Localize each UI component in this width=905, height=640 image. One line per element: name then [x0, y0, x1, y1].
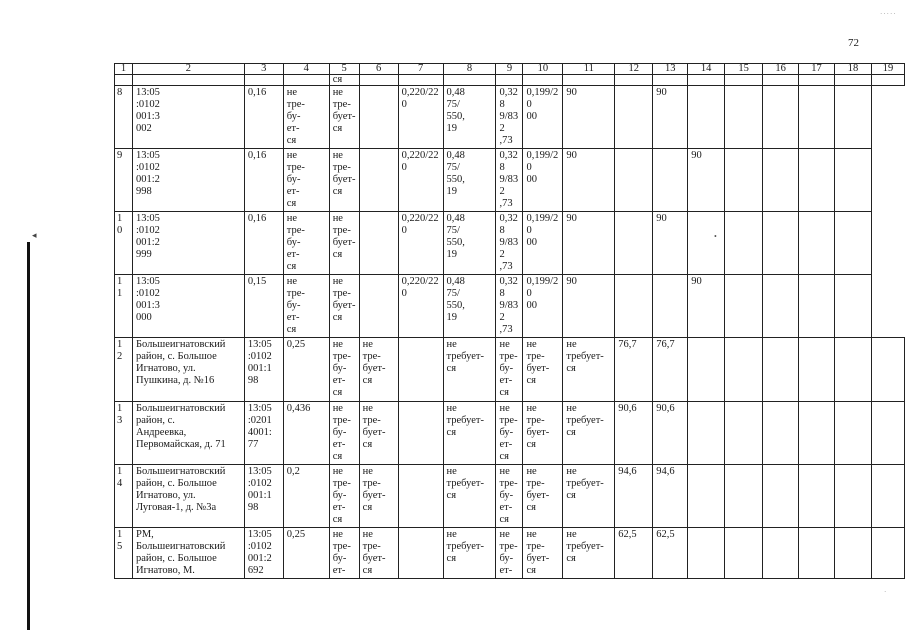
table-cell: не тре- бу- ет- ся — [283, 149, 329, 212]
address-cell: Большеигнатовский район, с. Большое Игнатово, ул. Пушкина, д. №16 — [132, 338, 244, 402]
table-cell — [799, 149, 835, 212]
table-cell: не требует- ся — [443, 465, 496, 528]
row-number-cell: 1 0 — [115, 212, 133, 275]
table-cell: не тре- бу- ет- ся — [329, 402, 359, 465]
table-cell — [725, 75, 763, 86]
column-number: 2 — [132, 64, 244, 75]
table-cell — [871, 465, 904, 528]
row-number-cell: 1 3 — [115, 402, 133, 465]
table-cell — [615, 75, 653, 86]
table-cell: не тре- бует- ся — [329, 212, 359, 275]
table-cell — [835, 402, 872, 465]
table-cell: 0,48 75/ 550, 19 — [443, 149, 496, 212]
table-cell: не тре- бует- ся — [523, 528, 563, 579]
table-cell: 13:05 :0102 001:1 98 — [244, 338, 283, 402]
table-cell: 0,220/22 0 — [398, 275, 443, 338]
table-cell: 13:05 :0102 001:3 002 — [132, 86, 244, 149]
table-cell — [523, 75, 563, 86]
table-cell: не тре- бует- ся — [329, 86, 359, 149]
column-number: 14 — [688, 64, 725, 75]
row-number-cell: 1 1 — [115, 275, 133, 338]
table-cell: 62,5 — [653, 528, 688, 579]
table-cell: не тре- бует- ся — [329, 275, 359, 338]
column-number: 1 — [115, 64, 133, 75]
table-cell — [688, 528, 725, 579]
table-cell: не требует- ся — [563, 465, 615, 528]
table-cell: не тре- бует- ся — [359, 338, 398, 402]
table-cell: не тре- бу- ет- ся — [496, 465, 523, 528]
table-cell — [763, 402, 799, 465]
table-cell — [359, 275, 398, 338]
table-cell — [871, 338, 904, 402]
table-cell: не тре- бует- ся — [523, 402, 563, 465]
table-cell — [688, 338, 725, 402]
table-cell: 76,7 — [653, 338, 688, 402]
column-number-row — [115, 64, 905, 75]
table-cell — [871, 528, 904, 579]
table-row — [115, 86, 905, 149]
table-cell: 90 — [653, 212, 688, 275]
table-cell: 0,15 — [244, 275, 283, 338]
table-cell: 13:05 :0102 001:3 000 — [132, 275, 244, 338]
table-cell: не тре- бует- ся — [359, 402, 398, 465]
table-cell — [398, 338, 443, 402]
table-cell — [763, 465, 799, 528]
table-cell: 0,220/22 0 — [398, 86, 443, 149]
table-cell: 0,328 9/832 ,73 — [496, 275, 523, 338]
table-cell: 90 — [563, 149, 615, 212]
column-number: 17 — [799, 64, 835, 75]
row-number-cell: 9 — [115, 149, 133, 212]
table-cell: не тре- бу- ет- ся — [283, 86, 329, 149]
table-cell: не тре- бует- ся — [523, 338, 563, 402]
column-number: 3 — [244, 64, 283, 75]
table-row — [115, 149, 905, 212]
table-cell — [615, 149, 653, 212]
table-cell: 0,199/20 00 — [523, 149, 563, 212]
table-cell: 0,328 9/832 ,73 — [496, 149, 523, 212]
table-cell — [799, 212, 835, 275]
table-cell — [615, 86, 653, 149]
table-row — [115, 528, 905, 579]
table-cell: не тре- бует- ся — [523, 465, 563, 528]
table-cell — [688, 86, 725, 149]
table-cell: 0,48 75/ 550, 19 — [443, 212, 496, 275]
table-cell: 94,6 — [615, 465, 653, 528]
table-cell — [725, 149, 763, 212]
table-cell — [835, 75, 872, 86]
table-cell — [725, 465, 763, 528]
row-number-cell: 1 2 — [115, 338, 133, 402]
table-cell — [653, 275, 688, 338]
table-cell: 90 — [653, 86, 688, 149]
table-cell — [799, 528, 835, 579]
table-cell: 0,16 — [244, 149, 283, 212]
table-cell — [763, 86, 799, 149]
table-cell — [398, 528, 443, 579]
table-cell: 13:05 :0102 001:1 98 — [244, 465, 283, 528]
binding-edge — [27, 242, 30, 630]
table-cell — [359, 212, 398, 275]
table-cell — [725, 528, 763, 579]
row-number-cell: 8 — [115, 86, 133, 149]
column-number: 13 — [653, 64, 688, 75]
scan-artifact-mark: • — [714, 232, 717, 241]
table-cell: 90 — [688, 149, 725, 212]
column-number: 16 — [763, 64, 799, 75]
table-cell: 0,48 75/ 550, 19 — [443, 86, 496, 149]
scan-artifact-mark: · — [884, 588, 887, 596]
column-number: 19 — [871, 64, 904, 75]
table-row — [115, 465, 905, 528]
table-cell: не требует- ся — [443, 338, 496, 402]
table-cell: не тре- бу- ет- ся — [329, 465, 359, 528]
table-cell — [799, 75, 835, 86]
table-cell: 90,6 — [653, 402, 688, 465]
row-number-cell: 1 5 — [115, 528, 133, 579]
table-cell — [763, 212, 799, 275]
table-cell: не требует- ся — [563, 528, 615, 579]
table-cell: не тре- бует- ся — [359, 528, 398, 579]
table-cell: 94,6 — [653, 465, 688, 528]
table-cell: 62,5 — [615, 528, 653, 579]
table-cell: ся — [329, 75, 359, 86]
table-cell — [871, 402, 904, 465]
table-cell — [799, 338, 835, 402]
table-cell: не тре- бу- ет- — [496, 528, 523, 579]
table-cell: 13:05 :0102 001:2 999 — [132, 212, 244, 275]
table-cell — [688, 402, 725, 465]
table-cell: не тре- бу- ет- ся — [283, 275, 329, 338]
column-number: 6 — [359, 64, 398, 75]
table-cell: 0,199/20 00 — [523, 86, 563, 149]
table-cell: 0,199/20 00 — [523, 212, 563, 275]
table-cell — [496, 75, 523, 86]
table-cell — [725, 275, 763, 338]
table-cell — [398, 465, 443, 528]
table-cell — [359, 86, 398, 149]
table-cell: 13:05 :0102 001:2 998 — [132, 149, 244, 212]
scan-artifact-mark: ····· — [880, 10, 897, 18]
table-cell — [563, 75, 615, 86]
table-cell — [835, 149, 872, 212]
table-cell — [653, 149, 688, 212]
table-cell: 0,48 75/ 550, 19 — [443, 275, 496, 338]
column-number: 12 — [615, 64, 653, 75]
column-number: 9 — [496, 64, 523, 75]
address-cell: Большеигнатовский район, с. Андреевка, Первомайская, д. 71 — [132, 402, 244, 465]
table-cell — [835, 465, 872, 528]
column-number: 8 — [443, 64, 496, 75]
table-cell: не тре- бу- ет- ся — [496, 338, 523, 402]
table-cell — [725, 86, 763, 149]
table-row — [115, 212, 905, 275]
table-cell — [763, 149, 799, 212]
table-cell: не тре- бует- ся — [359, 465, 398, 528]
table-cell: не требует- ся — [443, 402, 496, 465]
table-cell — [615, 212, 653, 275]
address-cell: РМ, Большеигнатовский район, с. Большое Игнатово, М. — [132, 528, 244, 579]
column-number: 5 — [329, 64, 359, 75]
table-cell: не требует- ся — [443, 528, 496, 579]
table-cell: 0,16 — [244, 212, 283, 275]
table-cell — [725, 212, 763, 275]
table-row — [115, 275, 905, 338]
table-row — [115, 402, 905, 465]
table-cell: не тре- бу- ет- ся — [329, 338, 359, 402]
table-cell — [115, 75, 133, 86]
table-cell: 13:05 :0102 001:2 692 — [244, 528, 283, 579]
address-cell: Большеигнатовский район, с. Большое Игнатово, ул. Луговая-1, д. №3а — [132, 465, 244, 528]
table-cell — [763, 275, 799, 338]
table-cell — [725, 338, 763, 402]
table-cell — [283, 75, 329, 86]
table-cell — [799, 402, 835, 465]
table-cell — [398, 75, 443, 86]
table-cell: 0,328 9/832 ,73 — [496, 86, 523, 149]
data-table — [114, 63, 905, 579]
column-number: 7 — [398, 64, 443, 75]
column-number: 11 — [563, 64, 615, 75]
table-cell — [244, 75, 283, 86]
page-number: 72 — [848, 37, 859, 49]
table-cell: 0,220/22 0 — [398, 212, 443, 275]
table-cell: 13:05 :0201 4001: 77 — [244, 402, 283, 465]
table-cell — [835, 86, 872, 149]
table-cell — [799, 465, 835, 528]
table-cell: 90 — [563, 86, 615, 149]
table-cell — [835, 275, 872, 338]
table-cell: не тре- бу- ет- — [329, 528, 359, 579]
table-cell — [763, 528, 799, 579]
table-cell — [398, 402, 443, 465]
table-cell: 90 — [563, 275, 615, 338]
table-cell — [835, 212, 872, 275]
table-cell — [799, 86, 835, 149]
table-cell — [653, 75, 688, 86]
table-cell — [763, 338, 799, 402]
column-number: 18 — [835, 64, 872, 75]
table-cell — [615, 275, 653, 338]
table-cell: не тре- бу- ет- ся — [283, 212, 329, 275]
table-cell: 0,16 — [244, 86, 283, 149]
table-cell: 0,199/20 00 — [523, 275, 563, 338]
table-cell — [799, 275, 835, 338]
table-cell: не требует- ся — [563, 402, 615, 465]
table-cell — [763, 75, 799, 86]
table-cell: 0,2 — [283, 465, 329, 528]
table-cell: 90,6 — [615, 402, 653, 465]
table-cell — [871, 75, 904, 86]
table-cell — [132, 75, 244, 86]
table-cell — [688, 465, 725, 528]
table-cell: не тре- бу- ет- ся — [496, 402, 523, 465]
table-cell — [835, 528, 872, 579]
table-cell: 90 — [563, 212, 615, 275]
row-number-cell: 1 4 — [115, 465, 133, 528]
table-cell — [359, 75, 398, 86]
table-cell — [835, 338, 872, 402]
continuation-row — [115, 75, 905, 86]
table-cell: 0,220/22 0 — [398, 149, 443, 212]
table-cell: не требует- ся — [563, 338, 615, 402]
table-cell — [688, 75, 725, 86]
column-number: 10 — [523, 64, 563, 75]
binding-hole-mark: ◂ — [32, 230, 37, 240]
table-cell: 76,7 — [615, 338, 653, 402]
table-cell: 0,436 — [283, 402, 329, 465]
table-cell: 90 — [688, 275, 725, 338]
table-cell — [359, 149, 398, 212]
table-cell — [443, 75, 496, 86]
column-number: 4 — [283, 64, 329, 75]
table-cell: 0,25 — [283, 338, 329, 402]
table-cell: 0,25 — [283, 528, 329, 579]
table-cell — [725, 402, 763, 465]
table-cell — [688, 212, 725, 275]
column-number: 15 — [725, 64, 763, 75]
table-cell: не тре- бует- ся — [329, 149, 359, 212]
table-row — [115, 338, 905, 402]
table-cell: 0,328 9/832 ,73 — [496, 212, 523, 275]
